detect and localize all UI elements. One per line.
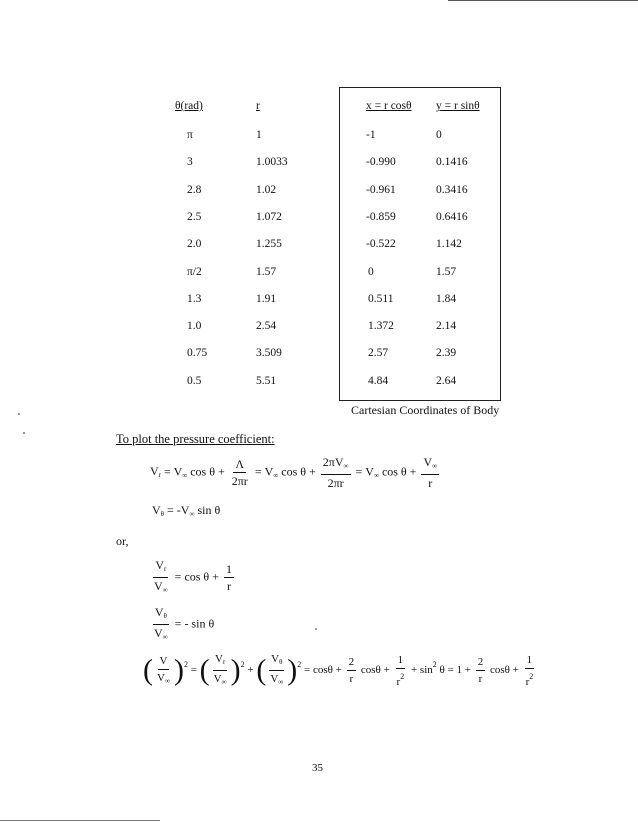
table-cell: -0.859 xyxy=(366,210,396,223)
table-cell: 1.0033 xyxy=(256,156,288,169)
table-cell: 2.0 xyxy=(187,238,202,251)
equation-vtheta-ratio: $\frac{V_\theta}{V_\infty}$ = - sin θ xyxy=(150,605,214,644)
cartesian-coordinates-box xyxy=(339,87,501,401)
table-cell: 3.509 xyxy=(256,347,282,360)
table-cell: 1.255 xyxy=(256,238,282,251)
table-cell: 1.0 xyxy=(187,320,202,333)
table-header-cell: y = r sinθ xyxy=(436,100,480,112)
table-cell: 0.75 xyxy=(187,347,208,360)
table-cell: -0.522 xyxy=(366,238,396,251)
table-cell: 2.57 xyxy=(368,347,389,360)
table-cell: 0 xyxy=(368,265,374,278)
equation-vr-ratio: $\frac{V_r}{V_\infty}$ = cos θ + $\frac{1}{r}$ xyxy=(150,558,236,597)
scan-speck xyxy=(18,413,20,415)
table-cell: 0.6416 xyxy=(436,210,468,223)
table-cell: -1 xyxy=(366,129,376,141)
table-cell: 2.39 xyxy=(436,347,457,360)
equation-vr: $V_r = V_\infty$ cos θ + $\frac{\Lambda}{2\pi r}$ = $V_\infty$ cos θ + $\frac{2\pi V_\infty}{2\pi r}$ = $V_\infty$ cos θ + $\frac{V_\infty}{r}$ xyxy=(150,455,438,490)
table-cell: 3 xyxy=(187,156,193,169)
table-cell: 1.3 xyxy=(187,292,202,305)
page-number: 35 xyxy=(312,762,323,774)
table-cell: 1.91 xyxy=(256,292,277,305)
table-cell: 1.02 xyxy=(256,183,277,196)
equation-v-squared: ( $\frac{V}{V_\infty}$ )$^2$ = ( $\frac{V_r}{V_\infty}$ )$^2$ + ( $\frac{V_\theta}{V_\infty}$ )$^2$ = cosθ + $\frac{2}{r}$ cosθ + $\frac{1}{r^2}$ + $\sin^2 \theta = 1$ + $\frac{2}{r}$ cosθ + $\frac{1}{r^2}$ xyxy=(143,653,534,688)
table-caption: Cartesian Coordinates of Body xyxy=(351,403,500,417)
table-header-cell: x = r cosθ xyxy=(366,100,412,112)
table-cell: -0.990 xyxy=(366,156,396,169)
table-header-cell: r xyxy=(256,100,260,112)
table-cell: π xyxy=(187,129,193,141)
table-cell: 1.142 xyxy=(436,238,462,251)
vinf-over-r: $\frac{V_\infty}{r}$ xyxy=(423,455,438,490)
table-cell: 1 xyxy=(256,129,262,141)
table-cell: 0.3416 xyxy=(436,183,468,196)
table-cell: 2.14 xyxy=(436,320,457,333)
table-header-cell: θ(rad) xyxy=(175,100,203,112)
lambda-over-2pir: $\frac{\Lambda}{2\pi r}$ xyxy=(231,457,248,488)
bottom-rule xyxy=(0,820,160,821)
table-cell: 5.51 xyxy=(256,374,277,387)
vr-over-vinf: $\frac{V_r}{V_\infty}$ xyxy=(154,558,168,594)
scan-speck xyxy=(23,432,25,434)
scan-speck xyxy=(315,628,317,630)
or-text: or, xyxy=(116,534,129,548)
table-cell: -0.961 xyxy=(366,183,396,196)
table-cell: 2.54 xyxy=(256,320,277,333)
table-cell: 1.072 xyxy=(256,210,282,223)
vtheta-over-vinf: $\frac{V_\theta}{V_\infty}$ xyxy=(154,605,168,641)
table-cell: 1.57 xyxy=(256,265,277,278)
table-cell: 1.372 xyxy=(368,320,394,333)
table-cell: 0 xyxy=(436,129,442,141)
table-cell: 0.5 xyxy=(187,374,202,387)
table-cell: 0.511 xyxy=(368,292,394,305)
table-cell: 2.8 xyxy=(187,183,202,196)
table-cell: 2.64 xyxy=(436,374,457,387)
one-over-r: $\frac{1}{r}$ xyxy=(225,562,232,593)
table-cell: π/2 xyxy=(187,265,202,278)
2pivinf-over-2pir: $\frac{2\pi V_\infty}{2\pi r}$ xyxy=(322,455,349,490)
equation-vtheta: $V_\theta = -V_\infty$ sin θ xyxy=(152,503,221,518)
table-cell: 2.5 xyxy=(187,210,202,223)
table-cell: 0.1416 xyxy=(436,156,468,169)
table-cell: 1.57 xyxy=(436,265,457,278)
section-heading: To plot the pressure coefficient: xyxy=(116,432,275,446)
table-cell: 4.84 xyxy=(368,374,389,387)
table-cell: 1.84 xyxy=(436,292,457,305)
top-rule xyxy=(448,0,638,1)
eq-vr-lhs: $V_r$ xyxy=(150,464,162,480)
